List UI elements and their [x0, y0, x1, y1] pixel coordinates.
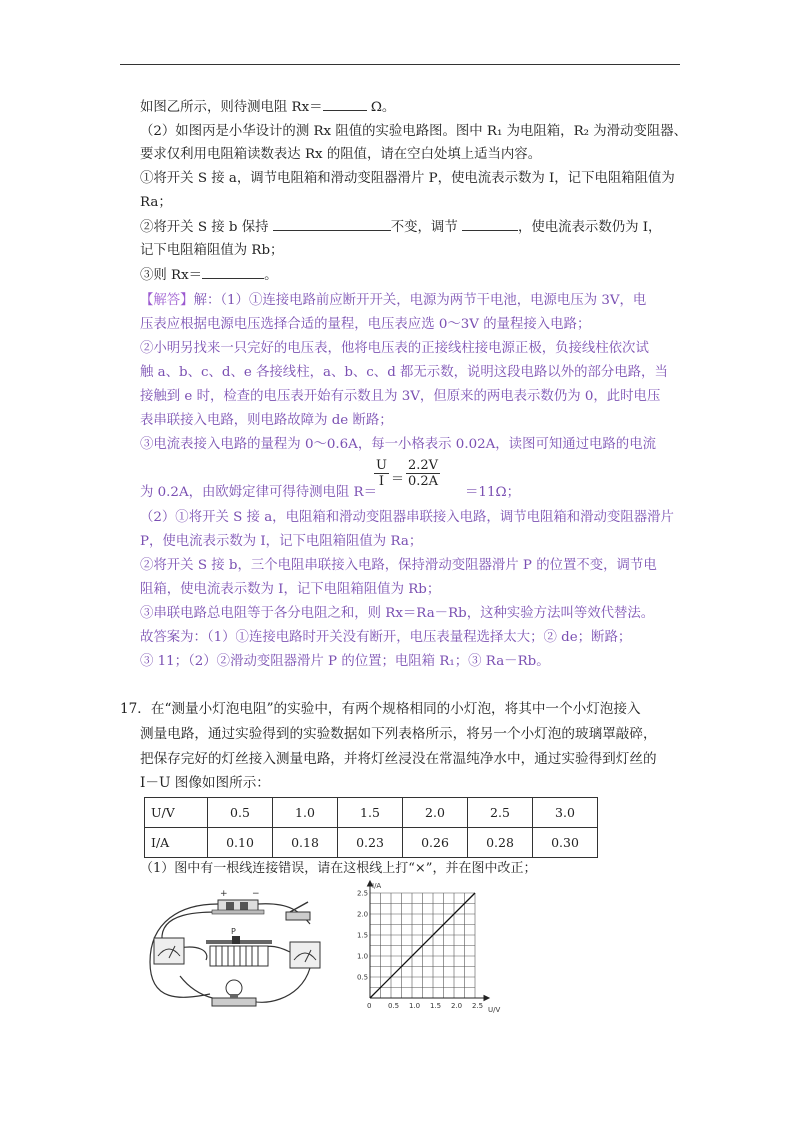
table-cell: 2.0 [403, 798, 468, 828]
battery-plus: + [220, 889, 228, 899]
answer-line: ②将开关 S 接 b，三个电阻串联接入电路，保持滑动变阻器滑片 P 的位置不变，调节电 [140, 558, 657, 573]
question-line: 记下电阻箱阻值为 Rb； [140, 243, 284, 258]
table-row [145, 798, 598, 828]
y-tick-label: 2.5 [357, 889, 369, 898]
q17-line: 把保存完好的灯丝接入测量电路，并将灯丝浸没在常温纯净水中，通过实验得到灯丝的 [140, 751, 657, 767]
y-tick-label: 1.0 [357, 952, 369, 961]
question-line: Ra； [140, 195, 172, 210]
y-tick-label: 2.0 [357, 910, 369, 919]
question-line: ②将开关 S 接 b 保持 不变，调节 ，使电流表示数仍为 I， [140, 220, 662, 235]
answer-line: 触 a、b、c、d、e 各接线柱，a、b、c、d 都无示数，说明这段电路以外的部分电路，当 [140, 365, 668, 380]
q17-line: 测量电路，通过实验得到的实验数据如下列表格所示，将另一个小灯泡的玻璃罩敲碎， [140, 726, 657, 742]
answer-line: 压表应根据电源电压选择合适的量程，电压表应选 0～3V 的量程接入电路； [140, 317, 591, 332]
lamp-icon [212, 980, 256, 1006]
fraction-equals: ＝ [391, 472, 405, 487]
x-tick-label: 0.5 [388, 1002, 400, 1010]
y-tick-label: 0.5 [357, 973, 369, 982]
answer-line: 接触到 e 时，检查的电压表开始有示数且为 3V，但原来的两电表示数仍为 0，此时电压 [140, 389, 661, 404]
question-line: ①将开关 S 接 a，调节电阻箱和滑动变阻器滑片 P，使电流表示数为 I，记下电阻箱阻值为 [140, 171, 675, 186]
answer-line: 【解答】解：（1）①连接电路前应断开开关，电源为两节干电池，电源电压为 3V，电 [140, 293, 647, 308]
question-line: 如图乙所示，则待测电阻 Rx＝ Ω。 [140, 100, 396, 115]
x-tick-label: 0 [367, 1002, 372, 1010]
question-line: ③则 Rx＝ 。 [140, 268, 278, 283]
table-cell: 0.28 [468, 828, 533, 858]
x-tick-label: 1.5 [430, 1002, 442, 1010]
answer-line: 为 0.2A，由欧姆定律可得待测电阻 R＝ ＝11Ω； [140, 485, 520, 500]
circuit-diagram [140, 882, 340, 1022]
y-axis-label: I/A [372, 882, 382, 890]
table-cell-u-label: U/V [145, 798, 208, 828]
wire [162, 912, 220, 940]
x-tick-label: 2.5 [472, 1002, 484, 1010]
answer-line: ③电流表接入电路的量程为 0～0.6A，每一小格表示 0.02A，读图可知通过电路的电流 [140, 437, 656, 452]
iu-graph [352, 880, 502, 1015]
x-tick-label: 1.0 [409, 1002, 421, 1010]
wire [250, 968, 310, 1002]
answer-blank [323, 98, 367, 111]
answer-line: P，使电流表示数为 I，记下电阻箱阻值为 Ra； [140, 534, 423, 549]
answer-tag: 【解答】 [140, 293, 194, 308]
table-cell: 2.5 [468, 798, 533, 828]
y-tick-label: 1.5 [357, 931, 369, 940]
answer-line: ②小明另找来一只完好的电压表，他将电压表的正接线柱接电源正极，负接线柱依次试 [140, 341, 649, 356]
table-cell: 0.10 [208, 828, 273, 858]
question-line: 要求仅利用电阻箱读数表达 Rx 的阻值，请在空白处填上适当内容。 [140, 147, 542, 162]
answer-blank [202, 266, 264, 279]
table-cell: 1.0 [273, 798, 338, 828]
table-cell: 1.5 [338, 798, 403, 828]
x-axis-arrow [484, 996, 489, 1001]
answer-line: （2）①将开关 S 接 a，电阻箱和滑动变阻器串联接入电路，调节电阻箱和滑动变阻器滑片 [140, 510, 674, 525]
answer-line: 表串联接入电路，则电路故障为 de 断路； [140, 413, 393, 428]
switch-icon [286, 902, 310, 920]
table-cell: 0.26 [403, 828, 468, 858]
ammeter-icon [154, 938, 184, 964]
table-cell: 0.23 [338, 828, 403, 858]
iu-data-table [144, 797, 598, 858]
answer-line: ③ 11；（2）②滑动变阻器滑片 P 的位置；电阻箱 R₁；③ Ra－Rb。 [140, 654, 550, 669]
answer-blank [462, 218, 518, 231]
table-cell: 0.30 [533, 828, 598, 858]
table-cell-i-label: I/A [145, 828, 208, 858]
q17-line: 17．在“测量小灯泡电阻”的实验中，有两个规格相同的小灯泡，将其中一个小灯泡接入 [120, 701, 641, 717]
answer-line: 故答案为：（1）①连接电路时开关没有断开，电压表量程选择太大；② de；断路； [140, 630, 632, 645]
q17-line: I－U 图像如图所示： [140, 775, 270, 791]
table-cell: 0.18 [273, 828, 338, 858]
fraction-values: $\frac{2.2V}{0.2A}$ [408, 458, 439, 489]
answer-line: ③串联电路总电阻等于各分电阻之和，则 Rx＝Ra－Rb，这种实验方法叫等效代替法。 [140, 606, 655, 621]
table-cell: 3.0 [533, 798, 598, 828]
question-line: （2）如图丙是小华设计的测 Rx 阻值的实验电路图。图中 R₁ 为电阻箱，R₂ 为滑动变阻器、 [140, 124, 688, 139]
rheostat-icon [206, 936, 272, 966]
battery-minus: − [252, 889, 260, 899]
slider-label: P [231, 927, 236, 936]
battery-icon [212, 900, 264, 914]
page-top-rule [120, 64, 680, 65]
sub-question-1: （1）图中有一根线连接错误，请在这根线上打“×”，并在图中改正； [140, 861, 537, 876]
fraction-ui: $\frac{U}{I}$ [376, 458, 387, 489]
voltmeter-icon [290, 942, 320, 968]
x-tick-label: 2.0 [451, 1002, 463, 1010]
answer-line: 阻箱，使电流表示数为 I，记下电阻箱阻值为 Rb； [140, 582, 441, 597]
table-row [145, 828, 598, 858]
x-axis-label: U/V [488, 1006, 501, 1014]
answer-blank [273, 218, 391, 231]
table-cell: 0.5 [208, 798, 273, 828]
